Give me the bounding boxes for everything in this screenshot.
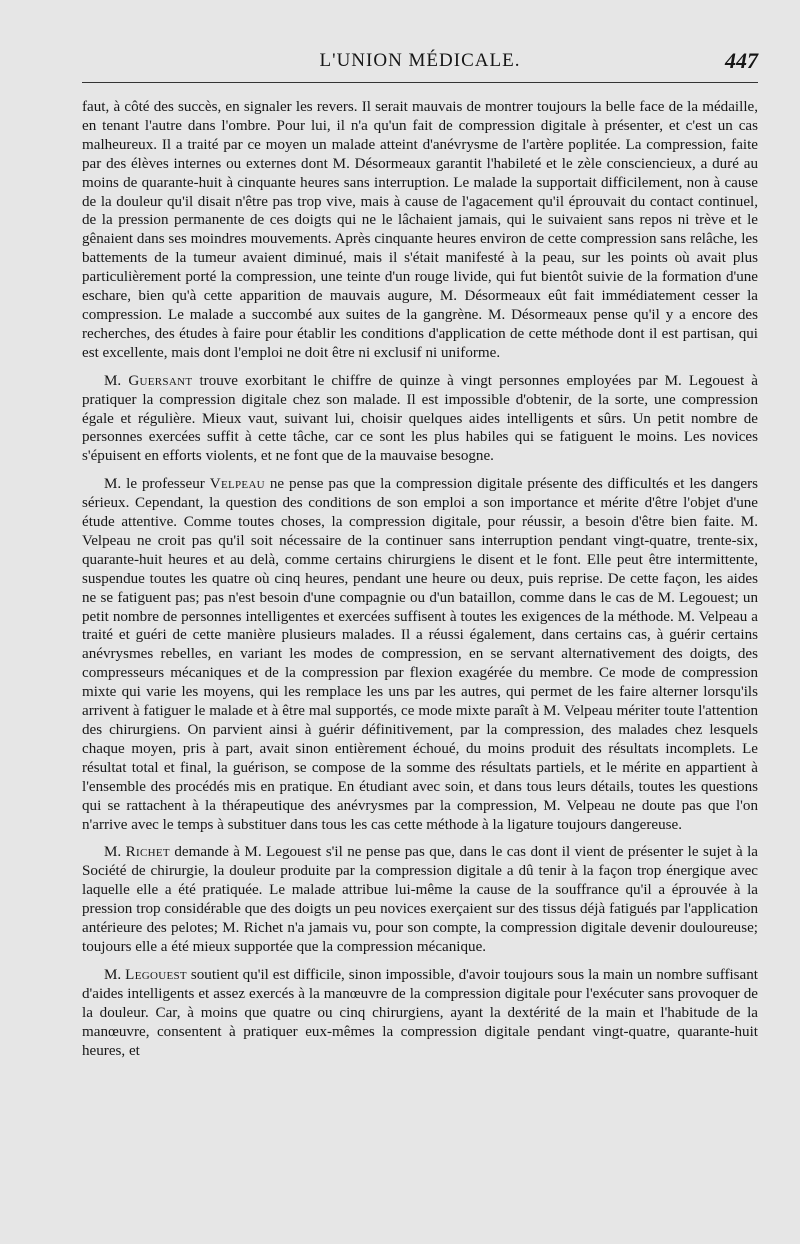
paragraph-legouest [82, 966, 758, 1061]
article-body [82, 98, 758, 1060]
paragraph-desormeaux [82, 98, 758, 363]
paragraph-text: trouve exorbitant le chiffre de quinze à vingt personnes employées par M. Legouest à pratiquer la compression digitale chez son malade. Il est impossible d'obtenir, de la sorte, une compression égale et régulière. Mieux vaut, suivant lui, choisir quelques aides intelligents et sûrs. Un petit nombre de personnes exercées suffit à cette tâche, car ce sont les plus habiles qui se fatiguent le moins. Les novices s'épuisent en efforts violents, et ne font que de la mauvaise besogne. [82, 372, 759, 465]
paragraph-text: soutient qu'il est difficile, sinon impossible, d'avoir toujours sous la main un nombre suffisant d'aides intelligents et assez exercés à la manœuvre de la compression digitale pour l'exécuter sans provoquer de la douleur. Car, à moins que quatre ou cinq chirurgiens, ayant la dextérité de la main et l'habitude de la manœuvre, consentent à pratiquer eux-mêmes la compression digitale pendant vingt-quatre, quarante-huit heures, et [82, 966, 758, 1059]
speaker-name: Richet [125, 844, 170, 861]
paragraph-text: faut, à côté des succès, en signaler les revers. Il serait mauvais de montrer toujours la belle face de la médaille, en tenant l'autre dans l'ombre. Pour lui, il n'a qu'un fait de compression digitale à présenter, et c'est un cas malheureux. Il a traité par ce moyen un malade atteint d'anévrysme de l'artère poplitée. La compression, faite par des élèves internes ou externes dont M. Désormeaux garantit l'habileté et le zèle consciencieux, a duré au moins de quarante-huit à cinquante heures sans interruption. Le malade la supportait difficilement, non à cause de la douleur qu'il disait n'être pas trop vive, mais à cause de l'agacement qu'il éprouvait du contact continuel, de la pression permanente de ces doigts qui ne le lâchaient jamais, qui le suivaient sans repos ni trève et le gênaient dans ses moindres mouvements. Après cinquante heures environ de cette compression sans relâche, les battements de la tumeur avaient diminué, mais il s'était manifesté à la peau, sur les points où avait plus particulièrement porté la compression, une teinte d'un rouge livide, qui fut bientôt suivie de la formation d'une eschare, bien qu'à cette apparition de mauvais augure, M. Désormeaux eût fait immédiatement cesser la compression. Le malade a succombé aux suites de la gangrène. M. Désormeaux pense qu'il y a encore des recherches, des études à faire pour établir les conditions d'application de cette méthode dont il est partisan, qui est excellente, mais dont l'emploi ne doit être ni exclusif ni uniforme. [82, 99, 758, 361]
running-header [82, 50, 758, 80]
page-number: 447 [725, 48, 758, 73]
speaker-prefix: M. le professeur [104, 476, 210, 493]
speaker-name: Guersant [128, 372, 193, 389]
paragraph-velpeau [82, 475, 758, 834]
speaker-prefix: M. [104, 372, 129, 389]
paragraph-guersant [82, 372, 758, 467]
speaker-name: Velpeau [209, 476, 265, 493]
journal-title: L'UNION MÉDICALE. [319, 50, 521, 71]
header-rule [82, 82, 758, 83]
paragraph-richet [82, 843, 758, 956]
paragraph-text: ne pense pas que la compression digitale présente des difficultés et les dangers sérieux. Cependant, la question des conditions de son emploi a son importance et mérite d'être l'objet d'une étude attentive. Comme toutes choses, la compression digitale, pour réussir, a besoin d'être bien faite. M. Velpeau ne croit pas qu'il soit nécessaire de la continuer sans interruption pendant vingt-quatre, trente-six, quarante-huit heures et au delà, comme certains chirurgiens le disent et le font. Elle peut être intermittente, suspendue toutes les quatre où cinq heures, pendant une heure ou deux, puis reprise. De cette façon, les aides ne se fatiguent pas; pas n'est besoin d'une compagnie ou d'un bataillon, comme dans le cas de M. Legouest; un petit nombre de personnes intelligentes et exercées suffisent à toutes les exigences de la méthode. M. Velpeau a traité et guéri de cette manière plusieurs malades. Il a réussi également, dans certains cas, à guérir certains anévrysmes rebelles, en variant les modes de compression, en se servant alternativement des doigts, des compresseurs mécaniques et de la compression par flexion exagérée du membre. Ce mode de compression mixte qui varie les moyens, qui les remplace les uns par les autres, qui permet de les faire alterner lorsqu'ils arrivent à fatiguer le malade et à être mal supportés, ce mode mixte paraît à M. Velpeau mériter toute l'attention des chirurgiens. On parvient ainsi à guérir définitivement, par la compression, des malades chez lesquels chaque moyen, pris à part, avait sinon entièrement échoué, du moins produit des résultats incomplets. Le résultat total et final, la guérison, se compose de la somme des résultats partiels, et le mérite en appartient à l'ensemble des procédés mis en pratique. En étudiant avec soin, et dans tous leurs détails, toutes les questions qui se rattachent à la thérapeutique des anévrysmes par la compression, M. Velpeau ne doute pas que l'on n'arrive avec le temps à substituer dans tous les cas cette méthode à la ligature toujours dangereuse. [82, 476, 758, 833]
speaker-prefix: M. [104, 966, 126, 983]
paragraph-text: demande à M. Legouest s'il ne pense pas que, dans le cas dont il vient de présenter le sujet à la Société de chirurgie, la douleur produite par la compression digitale a dû tenir à la façon trop énergique avec laquelle elle a été pratiquée. Le malade attribue lui-même la cause de la souffrance qu'il a éprouvée à la pression trop considérable que des doigts un peu novices exerçaient sur des tissus déjà fatigués par l'application antérieure des pelotes; M. Richet n'a jamais vu, pour son compte, la compression digitale devenir douloureuse; toujours elle a été mieux supportée que la compression mécanique. [82, 844, 758, 955]
speaker-prefix: M. [104, 844, 126, 861]
speaker-name: Legouest [125, 966, 187, 983]
